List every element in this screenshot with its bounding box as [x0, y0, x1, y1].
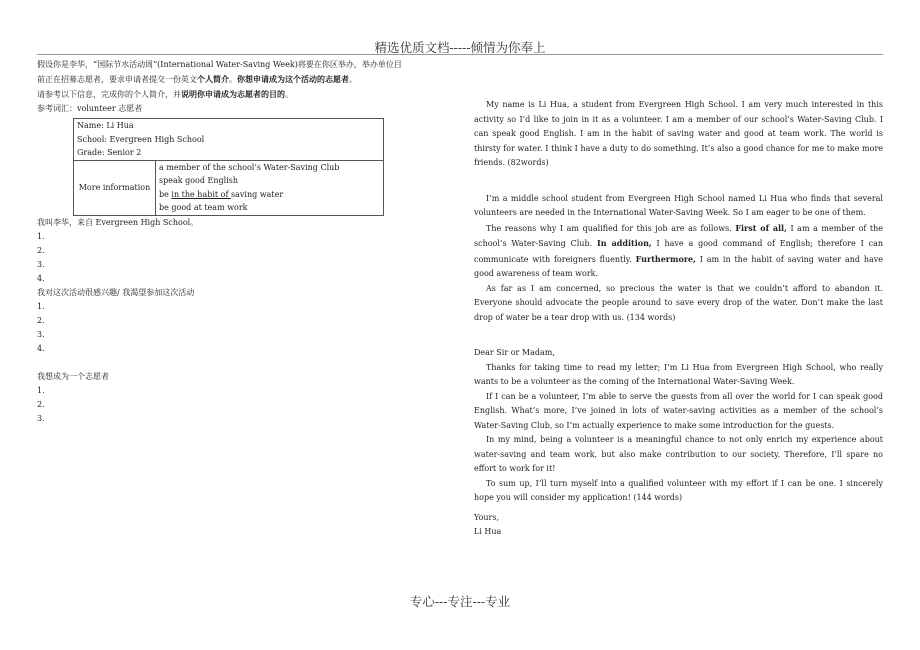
outline-item: 2. [37, 399, 45, 409]
task-text: 。 [285, 90, 293, 99]
essay-text: I have a good command of English; therefore I can communicate with foreigners fluently. [474, 239, 883, 264]
outline-item: 4. [37, 343, 45, 353]
transition-word: First of all, [735, 222, 787, 233]
vocab-line: 参考词汇：volunteer 志愿者 [37, 104, 143, 113]
task-text: 。 [349, 75, 357, 84]
outline-heading-2: 我对这次活动很感兴趣/ 我渴望参加这次活动 [37, 287, 195, 297]
table-row [74, 160, 384, 215]
outline-item: 1. [37, 385, 45, 395]
essay-text: The reasons why I am qualified for this job are as follows. [486, 223, 736, 233]
transition-word: In addition, [596, 238, 652, 248]
essay-3-paragraph-3: In my mind, being a volunteer is a meaningful chance to not only enrich my experience about water-saving and team work, but also make contribution to our society. Therefore, I’ll spare no effort to work for it! [474, 435, 883, 473]
essay-3-signature: Li Hua [474, 527, 502, 536]
more-info-item: speak good English [159, 176, 239, 185]
essay-text: I am in the habit of saving water and have good awareness of team work. [474, 254, 883, 278]
outline-item: 3. [37, 413, 45, 423]
essay-text: I am a member of the school’s Water-Saving Club. [474, 223, 884, 248]
essay-spacer [474, 171, 883, 192]
table-row [74, 119, 384, 161]
essay-2-paragraph-3: As far as I am concerned, so precious the water is that we couldn’t afford to abandon it. Everyone should advocate the people around to save every drop of the water. Don’t make the last drop of water be a tear drop with us. (134 words) [474, 283, 883, 322]
essay-3-paragraph-1: Thanks for taking time to read my letter; I’m Li Hua from Evergreen High School, who really wants to be a volunteer as the coming of the International Water-Saving Week. [474, 362, 883, 386]
task-column [37, 58, 447, 426]
task-emphasis: 说明你申请成为志愿者的目的 [181, 89, 285, 99]
outline-item: 3. [37, 329, 45, 339]
outline-item: 1. [37, 301, 45, 311]
outline-item: 1. [37, 231, 45, 241]
info-table [73, 118, 384, 216]
outline-heading-3: 我想成为一个志愿者 [37, 371, 109, 381]
outline-spacer [37, 356, 447, 370]
task-emphasis: 你想申请成为这个活动的志愿者 [237, 74, 349, 84]
outline-item: 2. [37, 245, 45, 255]
page-header-title: 精选优质文档-----倾情为你奉上 [374, 40, 546, 55]
essay-2-paragraph-2 [474, 221, 883, 282]
outline-item: 3. [37, 259, 45, 269]
task-text: 。 [229, 75, 237, 84]
more-info-text: saving water [230, 189, 284, 199]
essay-1-paragraph: My name is Li Hua, a student from Evergreen High School. I am very much interested in this activity so I’d like to join in it as a volunteer. I am a member of our school’s Water-Saving Club. I can speak good English. I am in the habit of saving water and good at team work. The world is thirsty for water. I think I have a duty to do something. It’s also a good chance for me to make more friends. (82words) [474, 100, 883, 167]
outline-heading-1: 我叫李华，来自 Evergreen High School。 [37, 217, 199, 227]
more-info-label: More information [74, 160, 156, 215]
name-value: Name: Li Hua [77, 121, 134, 130]
task-text: 前正在招募志愿者，要求申请者提交一份英文 [37, 75, 197, 84]
more-info-text: be [159, 189, 172, 199]
transition-word: Furthermore, [635, 253, 696, 264]
more-info-cell [156, 160, 384, 215]
page-footer: 专心---专注---专业 [409, 594, 511, 609]
task-text: 请参考以下信息，完成你的个人简介，并 [37, 90, 181, 99]
underlined-phrase: in the habit of [171, 189, 231, 199]
outline-item: 4. [37, 273, 45, 283]
name-cell [74, 119, 384, 161]
task-line-2 [37, 72, 447, 87]
task-line-1 [37, 58, 447, 72]
outline-item: 2. [37, 315, 45, 325]
more-info-item: be good at team work [159, 203, 248, 212]
essay-spacer [474, 325, 883, 346]
grade-value: Grade: Senior 2 [77, 148, 142, 157]
essay-3-paragraph-4: To sum up, I’ll turn myself into a qualified volunteer with my effort if I can be one. I sincerely hope you will consider my application! (144 words) [474, 478, 883, 502]
task-text: 假设你是李华，“国际节水活动周”(International Water-Saving Week)将要在你区举办，举办单位目 [37, 60, 402, 69]
task-emphasis: 个人简介 [197, 74, 229, 84]
essay-3-paragraph-2: If I can be a volunteer, I’m able to serve the guests from all over the world for I can speak good English. What’s more, I’ve joined in lots of water-saving activities as a member of the school’s Water-Saving Club, so I’m actually experience to make some introduction for the guests. [474, 391, 883, 430]
header-divider [37, 54, 883, 55]
essay-2-paragraph-1: I’m a middle school student from Evergreen High School named Li Hua who finds that several volunteers are needed in the International Water-Saving Week. So I am eager to be one of them. [474, 193, 883, 217]
task-line-3 [37, 87, 447, 102]
essay-3-closing: Yours, [474, 512, 500, 522]
school-value: School: Evergreen High School [77, 134, 205, 144]
more-info-item [159, 188, 380, 202]
essay-3-salutation: Dear Sir or Madam, [474, 348, 555, 357]
sample-essays-column [474, 98, 883, 540]
more-info-item: a member of the school’s Water-Saving Club [159, 162, 340, 172]
